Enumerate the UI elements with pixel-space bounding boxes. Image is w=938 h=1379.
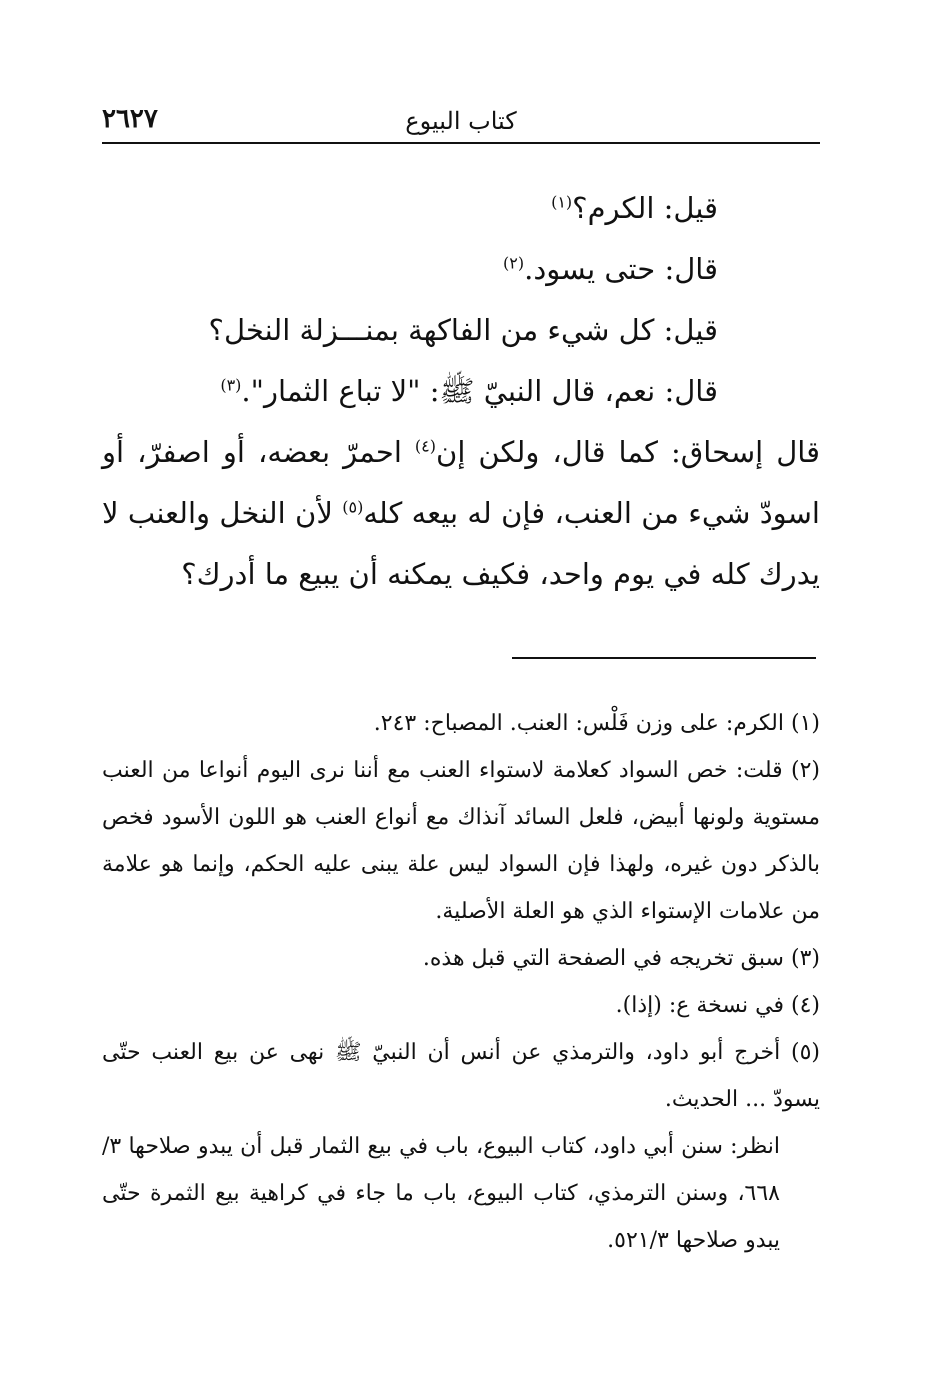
footnote-ref: (٥) xyxy=(342,497,364,517)
footnote-ref: (١) xyxy=(551,192,573,212)
footnote-ref: (٤) xyxy=(414,436,437,456)
main-text xyxy=(102,178,718,422)
footnote: (٣) سبق تخريجه في الصفحة التي قبل هذه. xyxy=(422,946,820,971)
footnote-ref: (٣) xyxy=(220,375,242,395)
text-line: قيل: الكرم؟$^{(١)}$ xyxy=(551,191,718,225)
chapter-title: كتاب البيوع xyxy=(405,107,517,135)
header-rule xyxy=(102,142,820,144)
page-header xyxy=(102,104,820,144)
footnote-separator xyxy=(512,657,816,659)
footnote-reference: انظر: سنن أبي داود، كتاب البيوع، باب في بيع الثمار قبل أن يبدو صلاحها ٣/ ٦٦٨، وسنن الترمذي، كتاب البيوع، باب ما جاء في كراهية بيع الثمرة حتّى يبدو صلاحها ٥٢١/٣. xyxy=(102,1134,780,1253)
text-line: قال: نعم، قال النبيّ ﷺ: "لا تباع الثمار".$^{(٣)}$ xyxy=(220,374,718,408)
footnote-ref: (٢) xyxy=(503,253,525,273)
footnote: (٢) قلت: خص السواد كعلامة لاستواء العنب مع أننا نرى اليوم أنواعا من العنب مستوية ولونها أبيض، فلعل السائد آنذاك مع أنواع العنب هو اللون الأسود فخص بالذكر دون غيره، ولهذا فإن السواد ليس علة يبنى عليه الحكم، وإنما هو علامة من علامات الإستواء الذي هو العلة الأصلية. xyxy=(102,758,820,924)
footnote: (١) الكرم: على وزن فَلْس: العنب. المصباح: ٢٤٣. xyxy=(373,711,820,736)
main-paragraph: قال إسحاق: كما قال، ولكن إن$^{(٤)}$ احمرّ بعضه، أو اصفرّ، أو اسودّ شيء من العنب، فإن له بيعه كله$^{(٥)}$ لأن النخل والعنب لا يدرك كله في يوم واحد، فكيف يمكنه أن يبيع ما أدرك؟ xyxy=(102,435,820,591)
footnote: (٥) أخرج أبو داود، والترمذي عن أنس أن النبيّ ﷺ نهى عن بيع العنب حتّى يسودّ ... الحديث. xyxy=(102,1040,820,1112)
text-line: قيل: كل شيء من الفاكهة بمنـــزلة النخل؟ xyxy=(208,313,718,347)
text-line: قال: حتى يسود.$^{(٢)}$ xyxy=(503,252,718,286)
footnotes xyxy=(102,700,820,1264)
footnote: (٤) في نسخة ع: (إذا). xyxy=(615,993,820,1018)
page-number: ٢٦٢٧ xyxy=(102,104,158,134)
